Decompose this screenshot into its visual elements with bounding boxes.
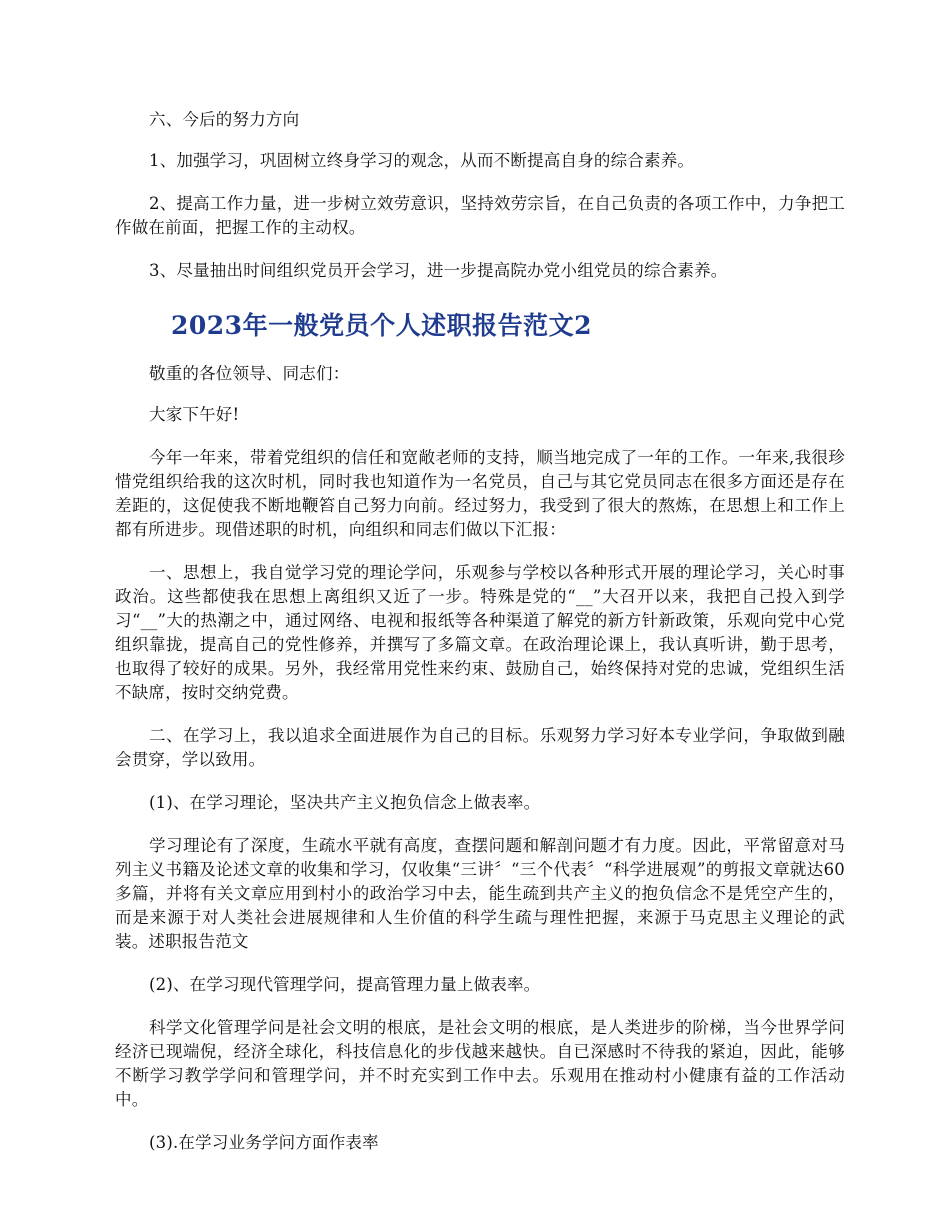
subheading: (3).在学习业务学问方面作表率 — [149, 1133, 379, 1152]
body-paragraph: 二、在学习上，我以追求全面进展作为自己的目标。乐观努力学习好本专业学问，争取做到融会贯穿，学以致用。 — [115, 726, 845, 769]
list-item: 1、加强学习，巩固树立终身学习的观念，从而不断提高自身的综合素养。 — [149, 151, 695, 170]
salutation: 敬重的各位领导、同志们： — [149, 364, 350, 383]
document-page — [115, 108, 845, 1155]
greeting: 大家下午好! — [149, 405, 240, 424]
body-paragraph: 科学文化管理学问是社会文明的根底，是社会文明的根底，是人类进步的阶梯，当今世界学问经济已现端倪，经济全球化，科技信息化的步伐越来越快。自已深感时不待我的紧迫，因此，能够不断学习教学学问和管理学问，并不时充实到工作中去。乐观用在推动村小健康有益的工作活动中。 — [115, 1018, 845, 1109]
list-item: 3、尽量抽出时间组织党员开会学习，进一步提高院办党小组党员的综合素养。 — [149, 261, 728, 280]
body-paragraph: 一、思想上，我自觉学习党的理论学问，乐观参与学校以各种形式开展的理论学习，关心时事政治。这些都使我在思想上离组织又近了一步。特殊是党的“__”大召开以来，我把自己投入到学习“__”大的热潮之中，通过网络、电视和报纸等各种渠道了解党的新方针新政策，乐观向党中心党组织靠拢，提高自己的党性修养，并撰写了多篇文章。在政治理论课上，我认真听讲，勤于思考，也取得了较好的成果。另外，我经常用党性来约束、鼓励自己，始终保持对党的忠诚，党组织生活不缺席，按时交纳党费。 — [115, 563, 845, 702]
section-heading: 六、今后的努力方向 — [149, 110, 300, 129]
subheading: (1)、在学习理论，坚决共产主义抱负信念上做表率。 — [149, 793, 541, 812]
subheading: (2)、在学习现代管理学问，提高管理力量上做表率。 — [149, 975, 541, 994]
article-title: 2023年一般党员个人述职报告范文2 — [171, 311, 592, 340]
list-item: 2、提高工作力量，进一步树立效劳意识，坚持效劳宗旨，在自己负责的各项工作中，力争把工作做在前面，把握工作的主动权。 — [115, 194, 845, 237]
body-paragraph: 今年一年来，带着党组织的信任和宽敞老师的支持，顺当地完成了一年的工作。一年来,我很珍惜党组织给我的这次时机，同时我也知道作为一名党员，自己与其它党员同志在很多方面还是存在差距的，这促使我不断地鞭笞自己努力向前。经过努力，我受到了很大的熬炼，在思想上和工作上都有所进步。现借述职的时机，向组织和同志们做以下汇报： — [115, 448, 845, 539]
body-paragraph: 学习理论有了深度，生疏水平就有高度，查摆问题和解剖问题才有力度。因此，平常留意对马列主义书籍及论述文章的收集和学习，仅收集“三讲〞“三个代表〞“科学进展观”的剪报文章就达60多篇，并将有关文章应用到村小的政治学习中去，能生疏到共产主义的抱负信念不是凭空产生的，而是来源于对人类社会进展规律和人生价值的科学生疏与理性把握，来源于马克思主义理论的武装。述职报告范文 — [115, 836, 845, 951]
